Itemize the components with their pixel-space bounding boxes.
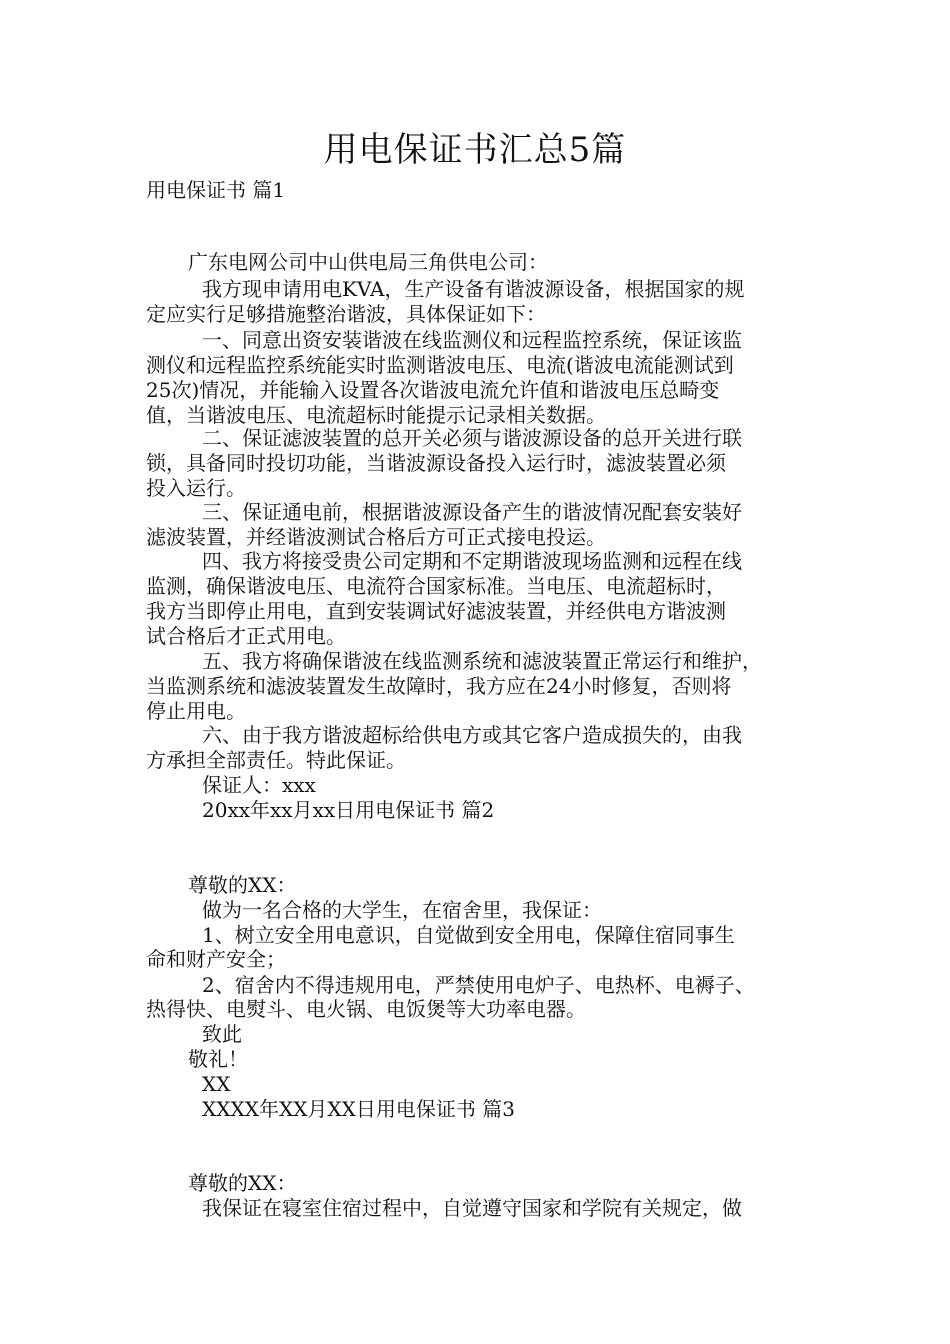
paragraph-line: 定应实行足够措施整治谐波，具体保证如下： (146, 302, 546, 326)
paragraph-line: 投入运行。 (146, 476, 246, 500)
date-and-heading-line: XXXX年XX月XX日用电保证书 篇3 (202, 1097, 515, 1121)
paragraph-line: 1、树立安全用电意识，自觉做到安全用电，保障住宿同事生 (202, 923, 735, 947)
paragraph-line: 命和财产安全； (146, 947, 286, 971)
paragraph-line: 一、同意出资安装谐波在线监测仪和远程监控系统，保证该监 (202, 328, 742, 352)
addressee-line: 尊敬的XX： (188, 873, 297, 897)
paragraph-line: 监测，确保谐波电压、电流符合国家标准。当电压、电流超标时， (146, 574, 726, 598)
section-heading: 用电保证书 篇1 (146, 178, 286, 202)
paragraph-line: 四、我方将接受贵公司定期和不定期谐波现场监测和远程在线 (202, 549, 742, 573)
closing-line: 致此 (202, 1022, 242, 1046)
paragraph-line: 方承担全部责任。特此保证。 (146, 748, 406, 772)
paragraph-line: 我保证在寝室住宿过程中，自觉遵守国家和学院有关规定，做 (202, 1196, 742, 1220)
date-and-heading-line: 20xx年xx月xx日用电保证书 篇2 (202, 798, 495, 822)
closing-line: 敬礼！ (188, 1047, 248, 1071)
guarantor-line: 保证人：xxx (202, 773, 316, 797)
paragraph-line: 滤波装置，并经谐波测试合格后方可正式接电投运。 (146, 525, 606, 549)
paragraph-line: 停止用电。 (146, 699, 246, 723)
paragraph-line: 测仪和远程监控系统能实时监测谐波电压、电流(谐波电流能测试到 (146, 353, 734, 377)
paragraph-line: 我方现申请用电KVA，生产设备有谐波源设备，根据国家的规 (202, 277, 745, 301)
paragraph-line: 做为一名合格的大学生，在宿舍里，我保证： (202, 898, 602, 922)
paragraph-line: 值，当谐波电压、电流超标时能提示记录相关数据。 (146, 403, 606, 427)
paragraph-line: 热得快、电熨斗、电火锅、电饭煲等大功率电器。 (146, 997, 586, 1021)
paragraph-line: 六、由于我方谐波超标给供电方或其它客户造成损失的，由我 (202, 723, 742, 747)
paragraph-line: 五、我方将确保谐波在线监测系统和滤波装置正常运行和维护， (202, 649, 762, 673)
document-title: 用电保证书汇总5篇 (323, 130, 627, 170)
paragraph-line: 25次)情况，并能输入设置各次谐波电流允许值和谐波电压总畸变 (146, 378, 720, 402)
signature-line: XX (202, 1072, 231, 1096)
paragraph-line: 当监测系统和滤波装置发生故障时，我方应在24小时修复，否则将 (146, 674, 732, 698)
paragraph-line: 2、宿舍内不得违规用电，严禁使用电炉子、电热杯、电褥子、 (202, 973, 755, 997)
paragraph-line: 我方当即停止用电，直到安装调试好滤波装置，并经供电方谐波测 (146, 599, 726, 623)
paragraph-line: 二、保证滤波装置的总开关必须与谐波源设备的总开关进行联 (202, 426, 742, 450)
paragraph-line: 三、保证通电前，根据谐波源设备产生的谐波情况配套安装好 (202, 500, 742, 524)
paragraph-line: 锁，具备同时投切功能，当谐波源设备投入运行时，滤波装置必须 (146, 451, 726, 475)
addressee-line: 尊敬的XX： (188, 1171, 297, 1195)
paragraph-line: 试合格后才正式用电。 (146, 624, 346, 648)
addressee-line: 广东电网公司中山供电局三角供电公司： (188, 250, 548, 274)
